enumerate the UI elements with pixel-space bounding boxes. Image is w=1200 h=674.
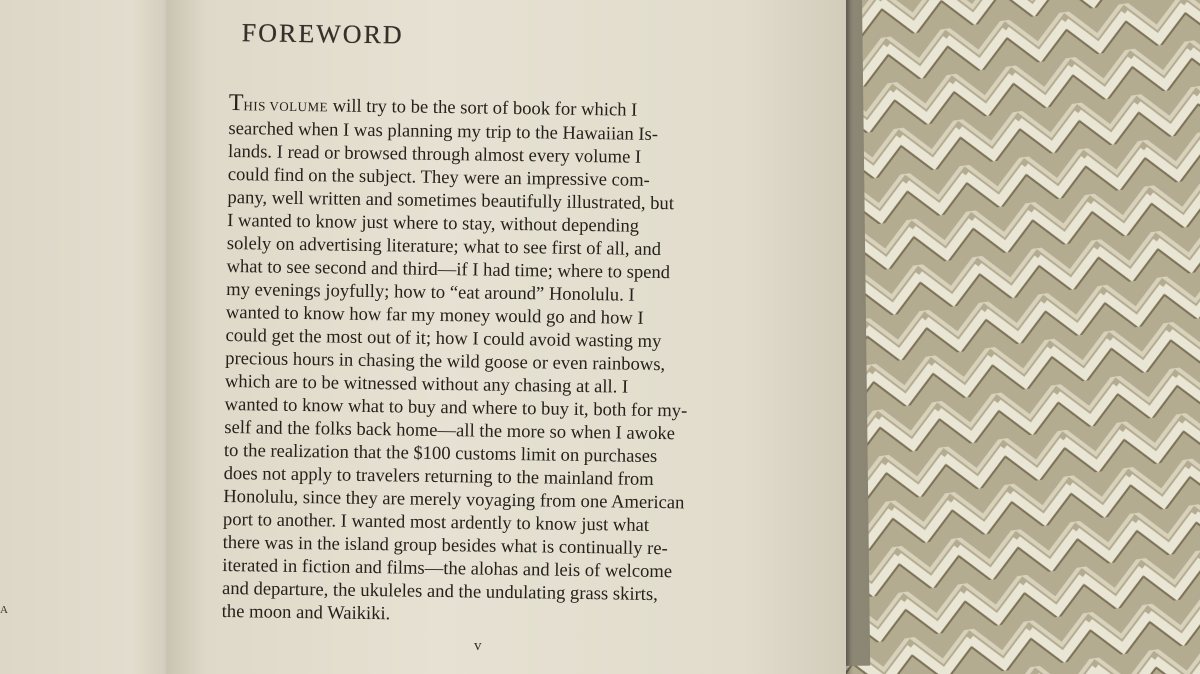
drop-cap: T <box>228 89 244 117</box>
first-line-text: will try to be the sort of book for which I <box>327 95 638 121</box>
text-line: my evenings joyfully; how to “eat around” Honolulu. I <box>226 278 635 306</box>
foreword-text <box>221 89 769 630</box>
text-line: pany, well written and sometimes beautifully illustrated, but <box>227 186 675 215</box>
text-line: lands. I read or browsed through almost every volume I <box>227 140 642 168</box>
text-line: wanted to know how far my money would go and how I <box>225 301 644 329</box>
text-line: to the realization that the $100 customs limit on purchases <box>223 439 658 468</box>
text-line: Honolulu, since they are merely voyaging from one American <box>223 485 685 514</box>
text-line: solely on advertising literature; what to see first of all, and <box>226 232 662 261</box>
page-title: FOREWORD <box>241 18 404 50</box>
page-number: v <box>474 638 482 654</box>
left-page-edge-mark: A <box>0 604 8 616</box>
page-content <box>222 18 770 630</box>
text-line: there was in the island group besides what is continually re- <box>222 531 668 560</box>
text-line: searched when I was planning my trip to the Hawaiian Is- <box>228 117 659 145</box>
text-line: could find on the subject. They were an impressive com- <box>227 163 650 191</box>
text-line: and departure, the ukuleles and the undulating grass skirts, <box>221 577 658 606</box>
text-line: the moon and Waikiki. <box>221 600 391 625</box>
text-line: what to see second and third—if I had time; where to spend <box>226 255 671 284</box>
text-line: port to another. I wanted most ardently to know just what <box>222 508 650 536</box>
text-line: iterated in fiction and films—the alohas and leis of welcome <box>222 554 673 583</box>
text-line: which are to be witnessed without any chasing at all. I <box>224 370 629 398</box>
text-line: does not apply to travelers returning to the mainland from <box>223 462 654 490</box>
fabric-background <box>820 0 1200 674</box>
left-facing-page <box>0 0 190 674</box>
text-line: could get the most out of it; how I could avoid wasting my <box>225 324 662 353</box>
text-line: wanted to know what to buy and where to buy it, both for my- <box>224 393 688 422</box>
text-line: precious hours in chasing the wild goose or even rainbows, <box>225 347 666 376</box>
small-caps-opening: HIS VOLUME <box>243 98 329 115</box>
zigzag-pattern <box>820 0 1200 674</box>
text-line: self and the folks back home—all the more so when I awoke <box>224 416 676 445</box>
text-line: I wanted to know just where to stay, without depending <box>227 209 640 237</box>
